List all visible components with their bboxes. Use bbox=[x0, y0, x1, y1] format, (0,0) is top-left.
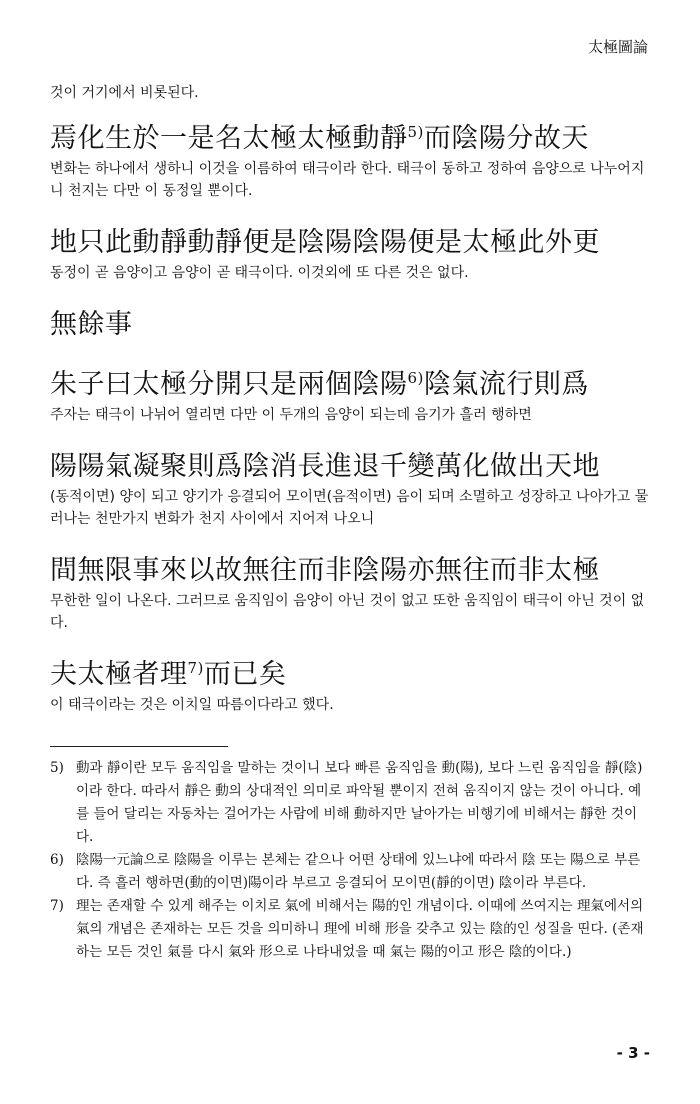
footnote-number: 6) bbox=[50, 852, 64, 868]
text-block-2 bbox=[50, 224, 650, 284]
text-block-1 bbox=[50, 120, 650, 202]
hanja-line: 焉化生於一是名太極太極動靜$^{5)}$而陰陽分故天 bbox=[50, 123, 589, 154]
hanja-line: 間無限事來以故無往而非陰陽亦無往而非太極 bbox=[50, 555, 600, 586]
hanja-line: 夫太極者理$^{7)}$而已矣 bbox=[50, 659, 287, 690]
footnote-6 bbox=[50, 849, 650, 895]
footnote-ref[interactable]: 6) bbox=[407, 369, 424, 387]
footnote-number: 7) bbox=[50, 898, 64, 914]
translation: 동정이 곧 음양이고 음양이 곧 태극이다. 이것외에 또 다른 것은 없다. bbox=[50, 265, 469, 281]
text-block-7 bbox=[50, 656, 650, 716]
translation: 변화는 하나에서 생하니 이것을 이름하여 태극이라 한다. 태극이 동하고 정하여 음양으로 나누어지니 천지는 다만 이 동정일 뿐이다. bbox=[50, 161, 645, 199]
footnote-number: 5) bbox=[50, 760, 64, 776]
translation: 무한한 일이 나온다. 그러므로 움직임이 음양이 아닌 것이 없고 또한 움직임이 태극이 아닌 것이 없다. bbox=[50, 593, 645, 631]
footnote-7 bbox=[50, 895, 650, 964]
text-block-6 bbox=[50, 552, 650, 634]
footnote-divider bbox=[50, 746, 228, 747]
text-block-5 bbox=[50, 448, 650, 530]
hanja-line: 無餘事 bbox=[50, 309, 133, 340]
lead-sentence: 것이 거기에서 비롯된다. bbox=[50, 85, 199, 101]
hanja-line: 朱子曰太極分開只是兩個陰陽$^{6)}$陰氣流行則爲 bbox=[50, 369, 589, 400]
translation: 이 태극이라는 것은 이치일 따름이다라고 했다. bbox=[50, 697, 334, 713]
footnote-text: 動과 靜이란 모두 움직임을 말하는 것이니 보다 빠른 움직임을 動(陽), 보다 느린 움직임을 靜(陰)이라 한다. 따라서 靜은 動의 상대적인 의미로 파악될 뿐이지 전혀 움직이지 않는 것이 아니다. 예를 들어 달리는 자동차는 걸어가는 사람에 비해 動하지만 날아가는 비행기에 비해서는 靜한 것이다. bbox=[76, 760, 643, 845]
footnote-ref[interactable]: 5) bbox=[407, 123, 424, 141]
hanja-line: 陽陽氣凝聚則爲陰消長進退千變萬化做出天地 bbox=[50, 451, 600, 482]
translation: 주자는 태극이 나뉘어 열리면 다만 이 두개의 음양이 되는데 음기가 흘러 행하면 bbox=[50, 407, 532, 423]
page-body bbox=[50, 82, 650, 964]
footnote-text: 陰陽一元論으로 陰陽을 이루는 본체는 같으나 어떤 상태에 있느냐에 따라서 陰 또는 陽으로 부른다. 즉 흘러 행하면(動的이면)陽이라 부르고 응결되어 모이면(靜的이면) 陰이라 부른다. bbox=[76, 852, 641, 891]
running-header: 太極圖論 bbox=[587, 38, 648, 56]
footnote-text: 理는 존재할 수 있게 해주는 이치로 氣에 비해서는 陽的인 개념이다. 이때에 쓰여지는 理氣에서의 氣의 개념은 존재하는 모든 것을 의미하니 理에 비해 形을 갖추고 있는 陰的인 성질을 띤다. (존재하는 모든 것인 氣를 다시 氣와 形으로 나타내었을 때 氣는 陽的이고 形은 陰的이다.) bbox=[76, 898, 644, 960]
page-number: - 3 - bbox=[616, 1044, 650, 1062]
footnote-5 bbox=[50, 757, 650, 849]
hanja-line: 地只此動靜動靜便是陰陽陰陽便是太極此外更 bbox=[50, 227, 600, 258]
text-block-4 bbox=[50, 366, 650, 426]
text-block-3 bbox=[50, 306, 650, 344]
translation: (동적이면) 양이 되고 양기가 응결되어 모이면(음적이면) 음이 되며 소멸하고 성장하고 나아가고 물러나는 천만가지 변화가 천지 사이에서 지어져 나오니 bbox=[50, 489, 649, 527]
footnote-ref[interactable]: 7) bbox=[187, 659, 204, 677]
